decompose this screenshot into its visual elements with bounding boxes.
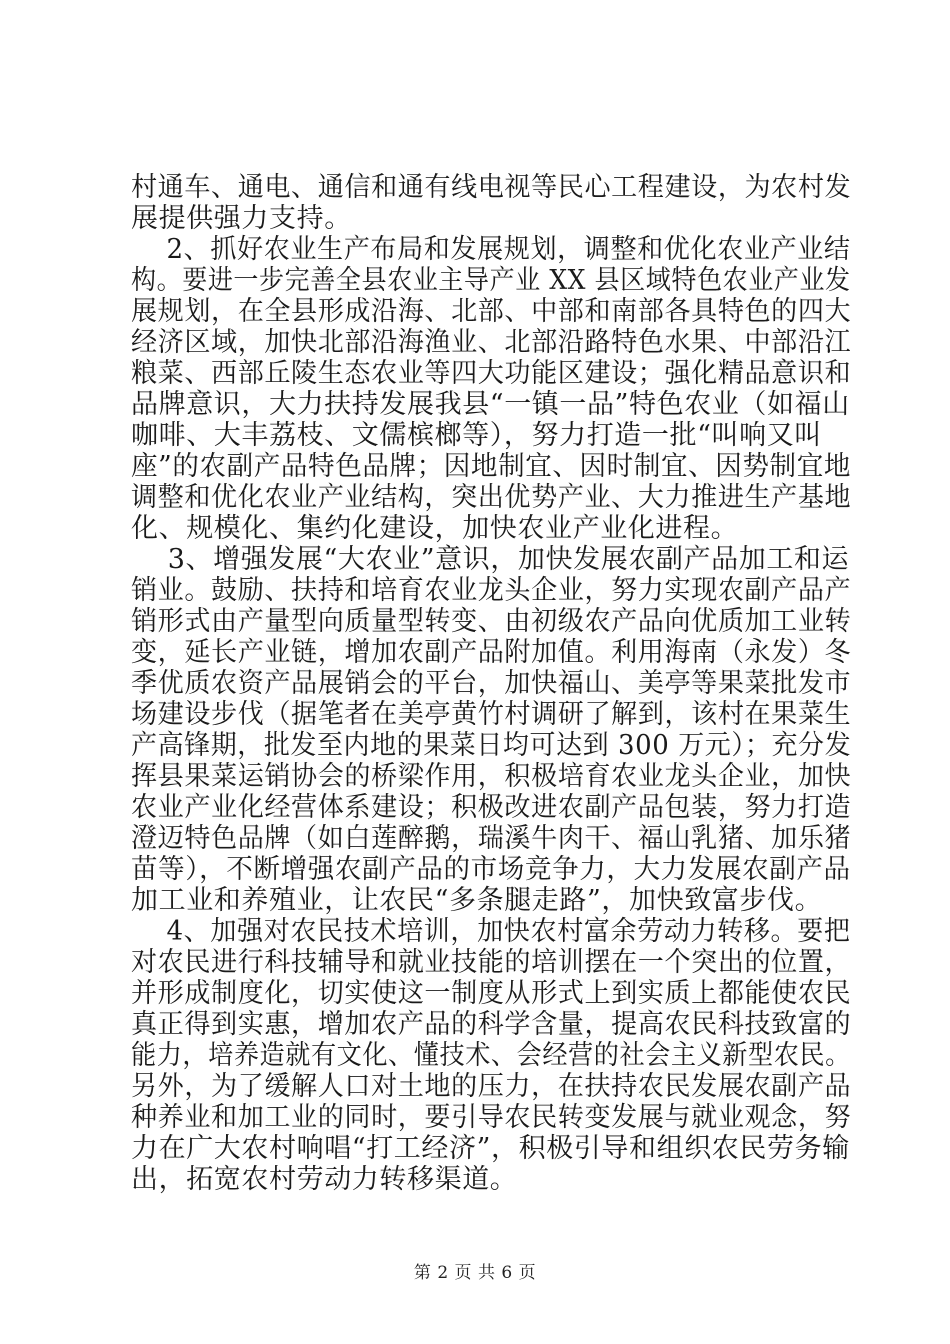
text-line: 出，拓宽农村劳动力转移渠道。 [131,1164,518,1195]
text-line: 并形成制度化，切实使这一制度从形式上到实质上都能使农民 [131,978,852,1009]
text-line: 咖啡、大丰荔枝、文儒槟榔等），努力打造一批“叫响又叫 [131,420,822,451]
text-line: 展规划，在全县形成沿海、北部、中部和南部各具特色的四大 [131,296,852,327]
text-line: 2、抓好农业生产布局和发展规划，调整和优化农业产业结 [131,234,851,265]
text-line: 挥县果菜运销协会的桥梁作用，积极培育农业龙头企业，加快 [131,761,852,792]
text-line: 经济区域，加快北部沿海渔业、北部沿路特色水果、中部沿江 [131,327,852,358]
text-line: 展提供强力支持。 [131,203,352,234]
text-line: 对农民进行科技辅导和就业技能的培训摆在一个突出的位置， [131,947,852,978]
text-line: 3、增强发展“大农业”意识，加快发展农副产品加工和运 [131,544,850,575]
text-line: 苗等），不断增强农副产品的市场竞争力，大力发展农副产品 [131,854,851,885]
text-line: 产高锋期，批发至内地的果菜日均可达到 300 万元）；充分发 [131,730,852,761]
text-line: 品牌意识，大力扶持发展我县“一镇一品”特色农业（如福山 [131,389,850,420]
text-line: 澄迈特色品牌（如白莲醉鹅，瑞溪牛肉干、福山乳猪、加乐猪 [131,823,852,854]
text-line: 真正得到实惠，增加农产品的科学含量，提高农民科技致富的 [131,1009,852,1040]
text-line: 村通车、通电、通信和通有线电视等民心工程建设，为农村发 [131,172,852,203]
text-line: 销业。鼓励、扶持和培育农业龙头企业，努力实现农副产品产 [131,575,852,606]
text-line: 加工业和养殖业，让农民“多条腿走路”，加快致富步伐。 [131,885,823,916]
text-line: 调整和优化农业产业结构，突出优势产业、大力推进生产基地 [131,482,852,513]
text-line: 种养业和加工业的同时，要引导农民转变发展与就业观念，努 [131,1102,852,1133]
text-line: 季优质农资产品展销会的平台，加快福山、美亭等果菜批发市 [131,668,852,699]
text-line: 能力，培养造就有文化、懂技术、会经营的社会主义新型农民。 [131,1040,851,1071]
text-line: 座”的农副产品特色品牌；因地制宜、因时制宜、因势制宜地 [131,451,852,482]
text-line: 4、加强对农民技术培训，加快农村富余劳动力转移。要把 [131,916,851,947]
text-line: 另外，为了缓解人口对土地的压力，在扶持农民发展农副产品 [131,1071,852,1102]
text-line: 场建设步伐（据笔者在美亭黄竹村调研了解到，该村在果菜生 [131,699,852,730]
text-line: 变，延长产业链，增加农副产品附加值。利用海南（永发）冬 [131,637,852,668]
text-line: 化、规模化、集约化建设，加快农业产业化进程。 [131,513,739,544]
page-number: 第 2 页 共 6 页 [413,1263,537,1283]
text-line: 农业产业化经营体系建设；积极改进农副产品包装，努力打造 [131,792,852,823]
text-line: 构。要进一步完善全县农业主导产业 XX 县区域特色农业产业发 [131,265,851,296]
text-line: 销形式由产量型向质量型转变、由初级农产品向优质加工业转 [131,606,852,637]
text-line: 力在广大农村响唱“打工经济”，积极引导和组织农民劳务输 [131,1133,850,1164]
text-line: 粮菜、西部丘陵生态农业等四大功能区建设；强化精品意识和 [131,358,852,389]
